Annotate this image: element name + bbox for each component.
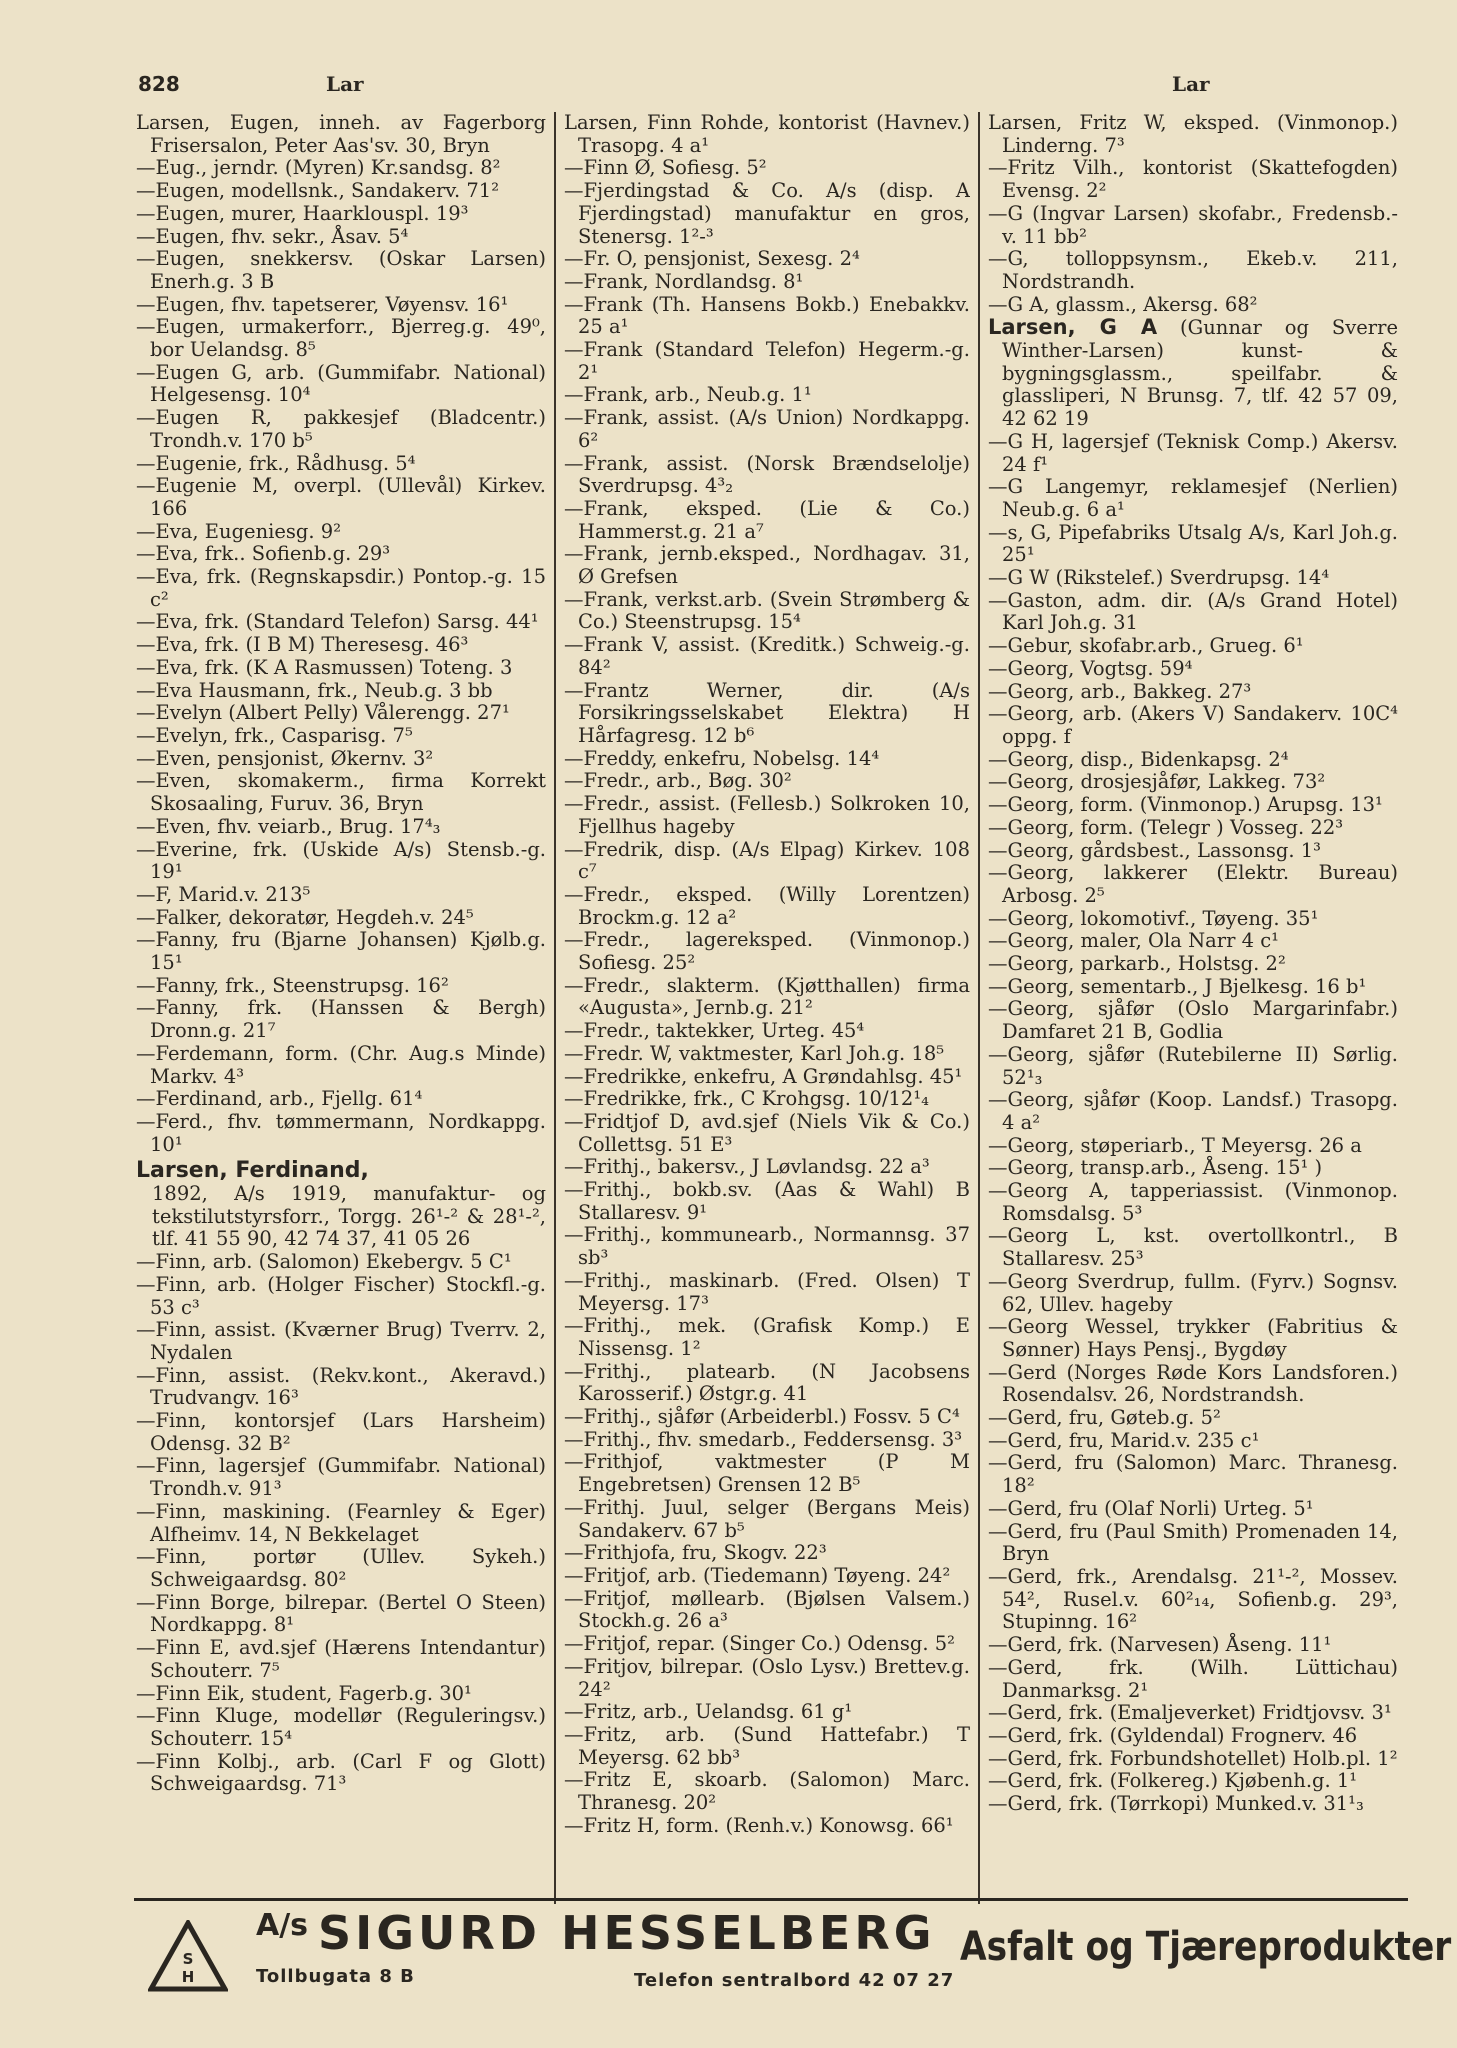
directory-entry: —Georg, sjåfør (Oslo Margarinfabr.) Damfaret 21 B, Godlia — [988, 997, 1398, 1044]
directory-entry: —Gerd, frk. (Emaljeverket) Fridtjovsv. 3¹ — [988, 1701, 1392, 1725]
directory-entry: Larsen, Finn Rohde, kontorist (Havnev.) Trasopg. 4 a¹ — [564, 112, 970, 157]
directory-entry: —Georg L, kst. overtollkontrl., B Stallaresv. 25³ — [988, 1224, 1398, 1271]
directory-entry: —Eugen, modellsnk., Sandakerv. 71² — [136, 179, 500, 203]
directory-entry: —Gerd (Norges Røde Kors Landsforen.) Rosendalsv. 26, Nordstrandsh. — [988, 1360, 1398, 1407]
directory-entry: —Gerd, frk. (Narvesen) Åseng. 11¹ — [988, 1633, 1332, 1657]
directory-entry: —Fredr. W, vaktmester, Karl Joh.g. 18⁵ — [564, 1041, 945, 1065]
directory-entry: —Gerd, fru, Marid.v. 235 c¹ — [988, 1428, 1260, 1452]
directory-entry: —Fanny, frk. (Hanssen & Bergh) Dronn.g. 21⁷ — [136, 996, 546, 1043]
directory-entry: —Finn Kolbj., arb. (Carl F og Glott) Schweigaardsg. 71³ — [136, 1749, 546, 1796]
directory-entry: —Fredr., assist. (Fellesb.) Solkroken 10, Fjellhus hageby — [564, 792, 970, 838]
column-1 — [136, 112, 546, 1904]
directory-entry: —Frank, arb., Neub.g. 1¹ — [564, 383, 812, 407]
logo-letter-s: S — [182, 1950, 194, 1968]
column-3 — [988, 112, 1398, 1904]
directory-entry: 1892, A/s 1919, manufaktur- og tekstilutstyrsforr., Torgg. 26¹-² & 28¹-², tlf. 41 55 90, 42 74 37, 41 05 26 — [152, 1182, 546, 1251]
directory-entry: —Georg, sementarb., J Bjelkesg. 16 b¹ — [988, 974, 1367, 998]
directory-entry: —Frank, assist. (Norsk Brændselolje) Sverdrupsg. 4³₂ — [564, 451, 970, 498]
directory-entry: Larsen, Eugen, inneh. av Fagerborg Frisersalon, Peter Aas'sv. 30, Bryn — [136, 112, 546, 157]
directory-entry: —Eva, frk.. Sofienb.g. 29³ — [136, 542, 391, 566]
directory-entry: —Even, fhv. veiarb., Brug. 17⁴₃ — [136, 814, 441, 838]
directory-entry: —Gerd, fru (Paul Smith) Promenaden 14, Bryn — [988, 1519, 1398, 1566]
directory-entry: —Fredr., lagereksped. (Vinmonop.) Sofiesg. 25² — [564, 928, 970, 975]
directory-entry: —Fritz, arb. (Sund Hattefabr.) T Meyersg. 62 bb³ — [564, 1722, 970, 1769]
directory-entry: —Georg, lakkerer (Elektr. Bureau) Arbosg. 2⁵ — [988, 861, 1398, 907]
directory-entry: —Georg, gårdsbest., Lassonsg. 1³ — [988, 838, 1321, 862]
directory-entry: —Everine, frk. (Uskide A/s) Stensb.-g. 19¹ — [136, 837, 546, 884]
directory-entry: —Eugen, fhv. tapetserer, Vøyensv. 16¹ — [136, 292, 509, 316]
directory-entry: Larsen, G A (Gunnar og Sverre Winther-Larsen) kunst- & bygningsglassm., speilfabr. & glassliperi, N Brunsg. 7, tlf. 42 57 09, 42 62 19 — [988, 315, 1398, 431]
directory-entry: —Georg, arb., Bakkeg. 27³ — [988, 679, 1252, 703]
company-phone: Telefon sentralbord 42 07 27 — [634, 1970, 955, 1991]
directory-entry: —Eugen, urmakerforr., Bjerreg.g. 49⁰, bor Uelandsg. 8⁵ — [136, 315, 546, 362]
directory-columns — [136, 112, 1406, 1904]
directory-entry: —Georg, sjåfør (Koop. Landsf.) Trasopg. 4 a² — [988, 1088, 1398, 1134]
directory-entry: —Fritjof, møllearb. (Bjølsen Valsem.) Stockh.g. 26 a³ — [564, 1586, 970, 1633]
directory-entry: Larsen, Ferdinand, — [136, 1158, 369, 1184]
directory-entry: —G, tolloppsynsm., Ekeb.v. 211, Nordstrandh. — [988, 247, 1398, 293]
directory-entry: —Frank V, assist. (Kreditk.) Schweig.-g. 84² — [564, 633, 970, 679]
entry-lead-name: Larsen, G A — [988, 315, 1158, 340]
directory-entry: —Fredrik, disp. (A/s Elpag) Kirkev. 108 c⁷ — [564, 837, 970, 884]
directory-entry: —Eugen, snekkersv. (Oskar Larsen) Enerh.g. 3 B — [136, 247, 546, 293]
directory-entry: —Frantz Werner, dir. (A/s Forsikringsselskabet Elektra) H Hårfagresg. 12 b⁶ — [564, 678, 970, 747]
directory-entry: —Gerd, frk., Arendalsg. 21¹-², Mossev. 54², Rusel.v. 60²₁₄, Sofienb.g. 29³, Stupinng. 16² — [988, 1565, 1398, 1634]
directory-entry: —Georg, disp., Bidenkapsg. 2⁴ — [988, 747, 1289, 771]
directory-entry: —Frank, Nordlandsg. 8¹ — [564, 269, 804, 293]
company-products: Asfalt og Tjæreprodukter — [960, 1924, 1452, 1970]
directory-entry: —Eugen, fhv. sekr., Åsav. 5⁴ — [136, 224, 409, 248]
directory-entry: —Frithj., sjåfør (Arbeiderbl.) Fossv. 5 C⁴ — [564, 1405, 960, 1429]
directory-entry: —Finn Eik, student, Fagerb.g. 30¹ — [136, 1681, 472, 1705]
directory-entry: —Gerd, frk. (Folkereg.) Kjøbenh.g. 1¹ — [988, 1769, 1358, 1793]
company-title: SIGURD HESSELBERG — [318, 1906, 936, 1960]
directory-entry: —Eva, frk. (I B M) Theresesg. 46³ — [136, 633, 469, 657]
directory-entry: —Frithj., mek. (Grafisk Komp.) E Nissensg. 1² — [564, 1314, 970, 1360]
page-number: 828 — [138, 72, 180, 96]
directory-entry: —G (Ingvar Larsen) skofabr., Fredensb.-v. 11 bb² — [988, 201, 1398, 248]
directory-entry: —Fanny, frk., Steenstrupsg. 16² — [136, 973, 449, 997]
directory-entry: —Gaston, adm. dir. (A/s Grand Hotel) Karl Joh.g. 31 — [988, 588, 1398, 635]
directory-entry: —Gerd, fru, Gøteb.g. 5² — [988, 1406, 1221, 1430]
directory-entry: —Falker, dekoratør, Hegdeh.v. 24⁵ — [136, 905, 474, 929]
directory-entry: —Finn, maskining. (Fearnley & Eger) Alfheimv. 14, N Bekkelaget — [136, 1499, 546, 1546]
directory-entry: —G W (Rikstelef.) Sverdrupsg. 14⁴ — [988, 566, 1330, 590]
directory-entry: —Eva, Eugeniesg. 9² — [136, 519, 342, 543]
right-running-head: Lar — [1172, 72, 1210, 96]
directory-entry: —Ferdemann, form. (Chr. Aug.s Minde) Markv. 4³ — [136, 1041, 546, 1088]
directory-entry: —Eva, frk. (Regnskapsdir.) Pontop.-g. 15 c² — [136, 565, 546, 611]
directory-entry: —Finn Kluge, modellør (Reguleringsv.) Schouterr. 15⁴ — [136, 1704, 546, 1750]
page-header — [0, 72, 1457, 102]
directory-entry: —Even, skomakerm., firma Korrekt Skosaaling, Furuv. 36, Bryn — [136, 769, 546, 816]
directory-entry: —Eugenie M, overpl. (Ullevål) Kirkev. 166 — [136, 474, 546, 520]
directory-entry: —Finn Ø, Sofiesg. 5² — [564, 156, 767, 180]
directory-entry: —Eugenie, frk., Rådhusg. 5⁴ — [136, 451, 416, 475]
directory-entry: —Georg, transp.arb., Åseng. 15¹ ) — [988, 1156, 1323, 1180]
directory-entry: —Fr. O, pensjonist, Sexesg. 2⁴ — [564, 247, 860, 271]
directory-entry: —Eva, frk. (K A Rasmussen) Toteng. 3 — [136, 655, 513, 679]
directory-entry: —Gerd, frk. (Gyldendal) Frognerv. 46 — [988, 1723, 1358, 1747]
directory-entry: —Georg, maler, Ola Narr 4 c¹ — [988, 929, 1279, 953]
directory-entry: —Gerd, frk. Forbundshotellet) Holb.pl. 1² — [988, 1746, 1398, 1770]
company-logo-icon — [148, 1920, 228, 1992]
directory-entry: —Freddy, enkefru, Nobelsg. 14⁴ — [564, 746, 880, 770]
directory-entry: —F, Marid.v. 213⁵ — [136, 882, 311, 906]
directory-entry: —Finn E, avd.sjef (Hærens Intendantur) Schouterr. 7⁵ — [136, 1636, 546, 1682]
directory-entry: —Finn, lagersjef (Gummifabr. National) Trondh.v. 91³ — [136, 1454, 546, 1501]
directory-entry: —Frithj., bokb.sv. (Aas & Wahl) B Stallaresv. 9¹ — [564, 1178, 970, 1224]
directory-entry: —Finn, arb. (Holger Fischer) Stockfl.-g. 53 c³ — [136, 1272, 546, 1319]
directory-entry: —Frithj., kommunearb., Normannsg. 37 sb³ — [564, 1223, 970, 1270]
directory-entry: —Fredr., arb., Bøg. 30² — [564, 769, 792, 793]
directory-entry: —G H, lagersjef (Teknisk Comp.) Akersv. 24 f¹ — [988, 429, 1398, 476]
directory-entry: —Frithjofa, fru, Skogv. 22³ — [564, 1541, 827, 1565]
directory-entry: —Eva Hausmann, frk., Neub.g. 3 bb — [136, 678, 493, 702]
directory-entry: —Georg, støperiarb., T Meyersg. 26 a — [988, 1133, 1362, 1157]
directory-entry: —Gerd, fru (Olaf Norli) Urteg. 5¹ — [988, 1496, 1314, 1520]
directory-entry: —Fredr., taktekker, Urteg. 45⁴ — [564, 1019, 865, 1043]
directory-entry: —Eug., jerndr. (Myren) Kr.sandsg. 8² — [136, 156, 501, 180]
directory-entry: —Eugen G, arb. (Gummifabr. National) Helgesensg. 10⁴ — [136, 360, 546, 407]
directory-entry: —Fredrikke, frk., C Krohgsg. 10/12¹₄ — [564, 1087, 929, 1111]
directory-entry: —Gerd, frk. (Tørrkopi) Munked.v. 31¹₃ — [988, 1792, 1364, 1816]
directory-entry: —Fritz, arb., Uelandsg. 61 g¹ — [564, 1700, 853, 1724]
directory-entry: —Frank, verkst.arb. (Svein Strømberg & Co.) Steenstrupsg. 15⁴ — [564, 587, 970, 634]
directory-entry: —s, G, Pipefabriks Utsalg A/s, Karl Joh.g. 25¹ — [988, 520, 1398, 567]
directory-entry: —Finn, kontorsjef (Lars Harsheim) Odensg. 32 B² — [136, 1409, 546, 1455]
directory-entry: —Georg Wessel, trykker (Fabritius & Sønner) Hays Pensj., Bygdøy — [988, 1315, 1398, 1361]
directory-entry: —Georg, drosjesjåfør, Lakkeg. 73² — [988, 770, 1326, 794]
directory-entry: —Frithj., maskinarb. (Fred. Olsen) T Meyersg. 17³ — [564, 1268, 970, 1315]
directory-entry: —Georg, lokomotivf., Tøyeng. 35¹ — [988, 906, 1319, 930]
directory-entry: —Gebur, skofabr.arb., Grueg. 6¹ — [988, 634, 1304, 658]
directory-entry: Larsen, Fritz W, eksped. (Vinmonop.) Linderng. 7³ — [988, 112, 1398, 157]
directory-entry: —Finn, portør (Ullev. Sykeh.) Schweigaardsg. 80² — [136, 1545, 546, 1591]
directory-entry: —Finn, assist. (Kværner Brug) Tverrv. 2, Nydalen — [136, 1318, 546, 1364]
column-2 — [564, 112, 970, 1904]
footer-divider — [134, 1898, 1408, 1901]
directory-entry: —Even, pensjonist, Økernv. 3² — [136, 746, 434, 770]
directory-entry: —Frank, eksped. (Lie & Co.) Hammerst.g. 21 a⁷ — [564, 496, 970, 543]
directory-entry: —Eva, frk. (Standard Telefon) Sarsg. 44¹ — [136, 610, 539, 634]
directory-entry: —Evelyn, frk., Casparisg. 7⁵ — [136, 723, 413, 747]
directory-entry: —Georg Sverdrup, fullm. (Fyrv.) Sognsv. 62, Ullev. hageby — [988, 1269, 1398, 1316]
column-divider — [554, 112, 556, 1904]
directory-entry: —Fredr., eksped. (Willy Lorentzen) Brockm.g. 12 a² — [564, 882, 970, 929]
directory-entry: —Evelyn (Albert Pelly) Vålerengg. 27¹ — [136, 701, 510, 725]
directory-entry: —Ferd., fhv. tømmermann, Nordkappg. 10¹ — [136, 1109, 546, 1156]
directory-entry: —Frithj., bakersv., J Løvlandsg. 22 a³ — [564, 1155, 930, 1179]
directory-entry: —Fritz E, skoarb. (Salomon) Marc. Thranesg. 20² — [564, 1768, 970, 1815]
directory-entry: —Frithj., platearb. (N Jacobsens Karosserif.) Østgr.g. 41 — [564, 1359, 970, 1406]
company-prefix: A/s — [256, 1908, 309, 1943]
directory-entry: —Fjerdingstad & Co. A/s (disp. A Fjerdingstad) manufaktur en gros, Stenersg. 1²-³ — [564, 179, 970, 248]
directory-entry: —Frithjof, vaktmester (P M Engebretsen) Grensen 12 B⁵ — [564, 1450, 970, 1497]
directory-entry: —Georg, form. (Vinmonop.) Arupsg. 13¹ — [988, 793, 1383, 817]
company-name — [256, 1906, 936, 1960]
directory-entry: —Georg A, tapperiassist. (Vinmonop. Romsdalsg. 5³ — [988, 1179, 1398, 1225]
directory-entry: —Frank (Th. Hansens Bokb.) Enebakkv. 25 a¹ — [564, 292, 970, 339]
directory-entry: —Frank, assist. (A/s Union) Nordkappg. 6² — [564, 406, 970, 452]
directory-entry: —Fritjof, repar. (Singer Co.) Odensg. 5² — [564, 1632, 955, 1656]
directory-entry: —Frithj. Juul, selger (Bergans Meis) Sandakerv. 67 b⁵ — [564, 1495, 970, 1542]
company-address: Tollbugata 8 B — [256, 1966, 415, 1987]
directory-entry: —Fritz H, form. (Renh.v.) Konowsg. 66¹ — [564, 1813, 954, 1837]
directory-entry: —Fritjof, arb. (Tiedemann) Tøyeng. 24² — [564, 1564, 951, 1587]
directory-entry: —Ferdinand, arb., Fjellg. 61⁴ — [136, 1087, 423, 1111]
directory-entry: —G Langemyr, reklamesjef (Nerlien) Neub.g. 6 a¹ — [988, 475, 1398, 521]
directory-entry: —Fridtjof D, avd.sjef (Niels Vik & Co.) Collettsg. 51 E³ — [564, 1109, 970, 1156]
directory-entry: —G A, glassm., Akersg. 68² — [988, 292, 1258, 316]
directory-entry: —Fritjov, bilrepar. (Oslo Lysv.) Brettev.g. 24² — [564, 1654, 970, 1701]
directory-entry: —Finn Borge, bilrepar. (Bertel O Steen) Nordkappg. 8¹ — [136, 1590, 546, 1637]
advertisement-banner — [134, 1906, 1452, 2006]
directory-entry: —Frank, jernb.eksped., Nordhagav. 31, Ø Grefsen — [564, 542, 970, 589]
directory-entry: —Georg, arb. (Akers V) Sandakerv. 10C⁴ oppg. f — [988, 702, 1398, 748]
directory-entry: —Georg, Vogtsg. 59⁴ — [988, 656, 1193, 680]
directory-entry: —Georg, sjåfør (Rutebilerne II) Sørlig. 52¹₃ — [988, 1042, 1398, 1089]
directory-entry: —Eugen R, pakkesjef (Bladcentr.) Trondh.v. 170 b⁵ — [136, 406, 546, 452]
directory-entry: —Georg, parkarb., Holstsg. 2² — [988, 952, 1286, 976]
directory-entry: —Gerd, frk. (Wilh. Lüttichau) Danmarksg. 2¹ — [988, 1655, 1398, 1702]
directory-entry: —Fritz Vilh., kontorist (Skattefogden) Evensg. 2² — [988, 156, 1398, 203]
directory-entry: —Fanny, fru (Bjarne Johansen) Kjølb.g. 15¹ — [136, 928, 546, 975]
left-running-head: Lar — [326, 72, 364, 96]
logo-letter-h: H — [181, 1968, 195, 1986]
directory-entry: —Georg, form. (Telegr ) Vosseg. 22³ — [988, 815, 1344, 839]
directory-entry: —Frank (Standard Telefon) Hegerm.-g. 2¹ — [564, 338, 970, 384]
column-divider — [978, 112, 980, 1904]
directory-entry: —Frithj., fhv. smedarb., Feddersensg. 3³ — [564, 1427, 963, 1451]
directory-entry: —Fredrikke, enkefru, A Grøndahlsg. 45¹ — [564, 1064, 963, 1088]
directory-entry: —Finn, arb. (Salomon) Ekebergv. 5 C¹ — [136, 1250, 512, 1274]
directory-entry: —Gerd, fru (Salomon) Marc. Thranesg. 18² — [988, 1451, 1398, 1498]
directory-entry: —Finn, assist. (Rekv.kont., Akeravd.) Trudvangv. 16³ — [136, 1363, 546, 1410]
directory-entry: —Fredr., slakterm. (Kjøtthallen) firma «Augusta», Jernb.g. 21² — [564, 973, 970, 1020]
directory-entry: —Eugen, murer, Haarklouspl. 19³ — [136, 201, 469, 225]
